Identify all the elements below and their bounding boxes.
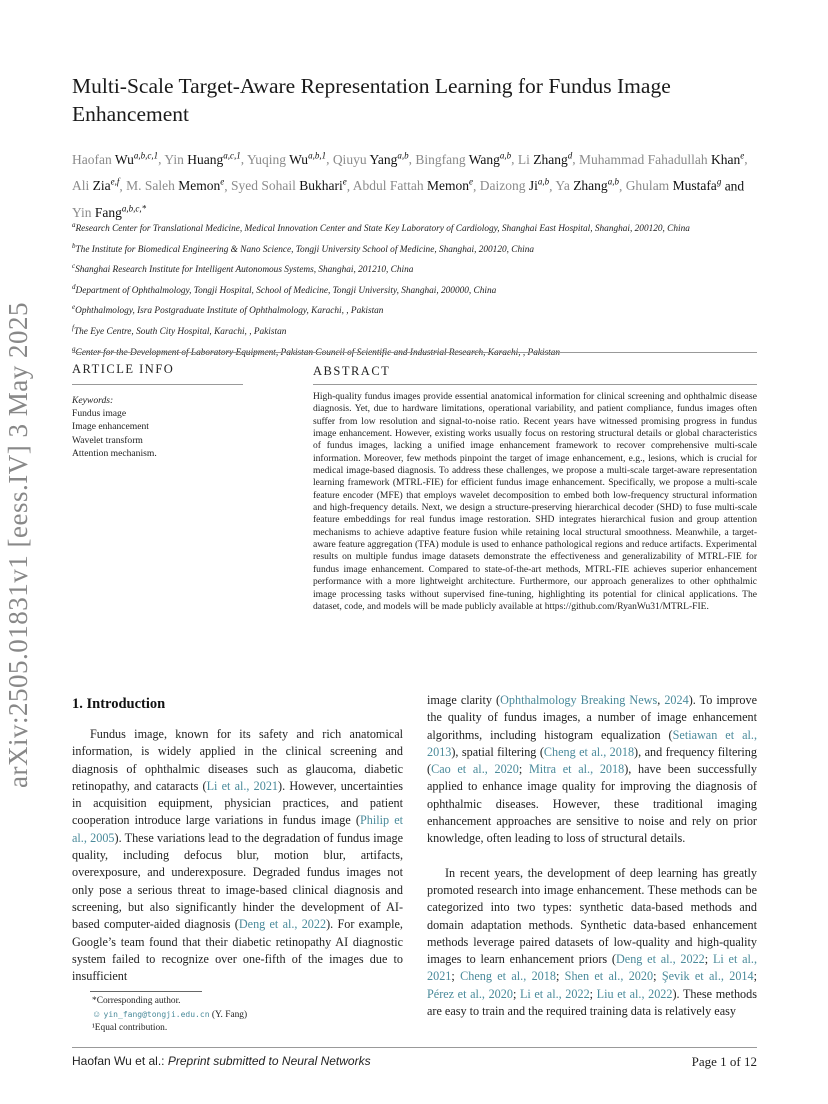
keyword: Image enhancement [72,421,149,433]
affiliation-key: b [72,241,76,250]
affiliation-text: Shanghai Research Institute for Intelligent Autonomous Systems, Shanghai, 201210, China [75,265,414,276]
author-affiliation-marks: a,b,c,1 [133,150,159,160]
author-affiliation-marks: a,b [607,176,619,187]
affiliation-text: Center for the Development of Laboratory Equipment, Pakistan Council of Scientific and Industrial Research, Karachi, , Pakistan [75,347,561,358]
email-owner: (Y. Fang) [211,1010,248,1020]
keyword: Wavelet transform [72,434,143,446]
author-affiliation-marks: a,b [537,176,550,187]
keyword: Attention mechanism. [72,447,157,459]
citation-link[interactable]: Deng et al., 2022 [238,917,327,932]
author [126,178,224,193]
author-surname: Huang [187,151,224,167]
citation-link[interactable]: Cheng et al., 2018 [460,969,556,984]
affiliation-key: c [72,262,76,271]
footer-running-head [72,1054,371,1068]
author-surname: Khan [710,151,741,167]
author-given-name: M. Saleh [126,178,179,193]
author-surname: Memon [178,178,221,193]
author-list: Haofan Wu$^{a,b,c,1}$, Yin Huang$^{a,c,1}$, Yuqing Wu$^{a,b,1}$, Qiuyu Yang$^{a,b}$, Bingfang Wang$^{a,b}$, Li Zhang$^d$, Muhammad Fahadullah Khan$^e$, Ali Zia$^{e,f}$, M. Saleh Memon$^e$, Syed Sohail Bukhari$^e$, Abdul Fattah Memon$^e$, Daizong Ji$^{a,b}$, Ya Zhang$^{a,b}$, Ghulam Mustafa$^g$ and Yin Fang$^{a,b,c,*}$ [72,150,748,220]
author-given-name: Syed Sohail [231,178,300,193]
author-affiliation-marks: a,b [397,150,409,160]
author-given-name: Daizong [479,178,529,193]
citation-link[interactable]: Cheng et al., 2018 [543,744,635,759]
affiliation-list [72,219,762,363]
citation-link[interactable]: Li et al., 2021 [427,952,758,984]
author-given-name: Qiuyu [332,151,370,167]
page-number: Page 1 of 12 [691,1054,757,1069]
footer-divider [72,1047,757,1048]
affiliation [72,322,762,339]
author-affiliation-marks: a,b,1 [308,150,327,160]
author-given-name: Ghulam [625,178,673,193]
paragraph: Fundus image, known for its safety and rich anatomical information, is widely applied in the clinical screening and diagnosis of ophthalmic diseases such as glaucoma, diabetic retinopathy, and cataracts (Li et al., 2021). However, uncertainties in acquisition equipment, physician practices, and patient cooperation introduce large variations in fundus image (Philip et al., 2005). These variations lead to the degradation of fundus image quality, including defocus blur, motion blur, artifacts, overexposure, and underexposure. Degraded fundus images not only pose a serious threat to image-based clinical diagnosis and screening, but also significantly hinder the development of AI-based computer-aided diagnosis (Deng et al., 2022). For example, Google’s team found that their diabetic retinopathy AI diagnostic system failed to recognize over one-fifth of the images due to insufficient [72,727,404,984]
paragraph: image clarity (Ophthalmology Breaking News, 2024). To improve the quality of fundus images, a number of image enhancement algorithms, including histogram equalization (Setiawan et al., 2013), spatial filtering (Cheng et al., 2018), and frequency filtering (Cao et al., 2020; Mitra et al., 2018), have been successfully applied to enhance image quality for improving the diagnosis of ophthalmic diseases. However, these traditional imaging enhancement approaches are sensitive to noise and rely on prior knowledge, often leading to loss of structural details. [427,693,758,846]
author [247,152,326,167]
article-info-rule [72,384,243,385]
citation-link[interactable]: Shen et al., 2020 [564,969,654,984]
author [480,178,549,193]
author-surname: Bukhari [299,178,343,193]
author [333,152,409,167]
affiliation-key: f [72,323,74,332]
citation-link[interactable]: Mitra et al., 2018 [528,762,625,777]
paper-title: Multi-Scale Target-Aware Representation Learning for Fundus Image Enhancement [72,74,671,126]
affiliation-key: e [72,303,76,312]
author [164,152,240,167]
author-affiliation-marks: e,f [110,176,120,187]
citation-link[interactable]: Cao et al., 2020 [431,762,519,777]
affiliation-key: d [72,282,76,291]
author-surname: Wu [289,151,309,167]
author [72,152,158,167]
author [626,178,722,193]
column-right [427,692,757,1020]
affiliation-text: Research Center for Translational Medicine, Medical Innovation Center and State Key Laboratory of Cardiology, Shanghai East Hospital, Shanghai, 200120, China [75,224,690,235]
author-given-name: Ya [555,178,574,193]
paragraph: In recent years, the development of deep learning has greatly promoted research into image enhancement. These methods can be categorized into two types: synthetic data-based methods and domain adaptation methods. Synthetic data-based enhancement methods leverage paired datasets of low-quality and high-quality images to learn enhancement priors (Deng et al., 2022; Li et al., 2021; Cheng et al., 2018; Shen et al., 2020; Şevik et al., 2014; Pérez et al., 2020; Li et al., 2022; Liu et al., 2022). These methods are easy to train and the required training data is relatively easy [427,865,758,1019]
author-affiliation-marks: a,c,1 [223,150,241,160]
keywords-label: Keywords: [72,395,114,406]
citation-link[interactable]: 2024 [664,693,689,707]
author [72,205,146,220]
footnote-email [92,1008,247,1022]
author [72,178,119,193]
author [518,152,572,167]
abstract-rule [313,384,757,385]
author-given-name: Muhammad Fahadullah [578,151,711,167]
author-surname: Zia [92,178,111,193]
citation-link[interactable]: Ophthalmology Breaking News [500,693,658,707]
affiliation [72,301,762,318]
author-surname: Yang [369,151,398,167]
author-surname: Mustafa [672,178,717,193]
affiliation [72,240,762,257]
author-affiliation-marks: e [342,176,347,187]
author [231,178,347,193]
section-heading-introduction: 1. Introduction [72,696,166,712]
footnote-corresponding: *Corresponding author. [92,996,181,1006]
arxiv-stamp: arXiv:2505.01831v1 [eess.IV] 3 May 2025 [3,302,33,788]
author-affiliation-marks: g [716,176,722,187]
footnotes [92,995,247,1035]
author-given-name: Bingfang [415,151,469,167]
author-given-name: Ali [72,178,93,193]
affiliation-key: a [72,221,76,229]
author-affiliation-marks: d [567,150,573,160]
author-surname: Zhang [573,178,608,193]
footer-venue: Preprint submitted to Neural Networks [167,1054,371,1068]
affiliation-text: The Eye Centre, South City Hospital, Karachi, , Pakistan [73,327,287,338]
footnote-equal: ¹Equal contribution. [92,1023,168,1033]
article-info-heading: ARTICLE INFO [72,362,175,376]
author-given-name: Yuqing [246,151,290,167]
author-given-name: Yin [72,204,95,220]
citation-link[interactable]: Liu et al., 2022 [596,986,673,1001]
author-surname: Memon [427,178,470,193]
abstract-text: High-quality fundus images provide essential anatomical information for clinical screening and ophthalmic disease diagnosis. Yet, due to hardware limitations, operational variability, and patient compliance, fundus images often suffer from low resolution and signal-to-noise ratio. Recent years have witnessed promising progress in fundus image enhancement. However, existing works usually focus on restoring structural details or global characteristics of fundus images, lacking a unified image enhancement framework to recover comprehensive multi-scale information. Moreover, few methods pinpoint the target of image enhancement, e.g., lesions, which is crucial for medical image-based diagnosis. To address these challenges, we propose a multi-scale target-aware representation learning framework (MTRL-FIE) for efficient fundus image enhancement. Specifically, we propose a multi-scale feature encoder (MFE) that employs wavelet decomposition to embed both low-frequency structural information and high-frequency details. Next, we design a structure-preserving hierarchical decoder (SHD) to fuse multi-scale feature embeddings for real fundus image restoration. SHD integrates hierarchical fusion and group attention mechanisms to achieve adaptive feature fusion while retaining local structural smoothness. Meanwhile, a target-aware feature aggregation (TFA) module is used to enhance pathological regions and reduce artifacts. Experimental results on multiple fundus image datasets demonstrate the effectiveness and generalizability of MTRL-FIE for fundus image enhancement. Compared to state-of-the-art methods, MTRL-FIE achieves superior enhancement performance with a more lightweight architecture. Furthermore, our approach generalizes to other ophthalmic image processing tasks without supervised fine-tuning, highlighting its potential for clinical applications. The dataset, code, and models will be made publicly available at https://github.com/RyanWu31/MTRL-FIE. [313,391,757,612]
keyword: Fundus image [72,408,127,420]
citation-link[interactable]: Deng et al., 2022 [616,952,705,967]
footnote-divider [90,991,202,992]
author-affiliation-marks: a,b [499,150,512,160]
affiliation-text: The Institute for Biomedical Engineering & Nano Science, Tongji University School of Medicine, Shanghai, 200120, China [75,244,535,255]
affiliation [72,260,762,277]
author-given-name: Li [517,151,534,167]
affiliation [72,219,762,236]
email-link[interactable]: yin_fang@tongji.edu.cn [103,1010,210,1019]
author-surname: Fang [94,204,122,220]
citation-link[interactable]: Setiawan et al., 2013 [427,727,758,759]
citation-link[interactable]: Şevik et al., 2014 [661,969,754,984]
author-surname: Wang [468,151,500,167]
author-given-name: Yin [164,151,188,167]
citation-link[interactable]: Philip et al., 2005 [72,813,403,845]
affiliation-text: Department of Ophthalmology, Tongji Hospital, School of Medicine, Tongji University, Shanghai, 200000, China [75,285,497,296]
affiliation-text: Ophthalmology, Isra Postgraduate Institute of Ophthalmology, Karachi, , Pakistan [75,306,384,317]
author-affiliation-marks: e [220,176,225,187]
author-surname: Wu [114,151,134,167]
abstract-heading: ABSTRACT [313,364,391,378]
author-affiliation-marks: a,b,c,* [121,203,147,213]
author-given-name: Haofan [72,151,115,167]
header-divider [72,352,757,353]
author [353,178,473,193]
person-icon: ☺ [92,1009,102,1019]
author [415,152,511,167]
citation-link[interactable]: Li et al., 2021 [206,778,279,793]
author-surname: Zhang [533,151,568,167]
footer-author: Haofan Wu et al.: [72,1054,165,1068]
author [579,152,744,167]
author-affiliation-marks: e [469,176,474,187]
author-affiliation-marks: e [740,150,745,160]
author-surname: Ji [528,178,538,193]
citation-link[interactable]: Pérez et al., 2020 [427,986,513,1001]
citation-link[interactable]: Li et al., 2022 [519,986,590,1001]
keywords-block [72,394,242,460]
affiliation-key: g [72,344,76,353]
affiliation [72,281,762,298]
author [555,178,619,193]
author-given-name: Abdul Fattah [352,178,428,193]
column-left [72,726,403,985]
